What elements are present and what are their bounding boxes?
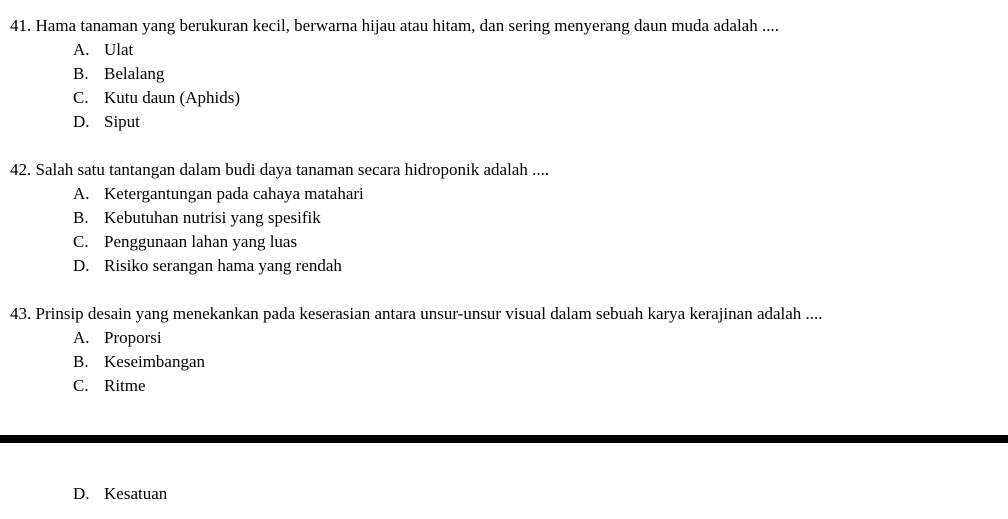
option-text: Ketergantungan pada cahaya matahari xyxy=(104,184,364,203)
option-d xyxy=(10,254,1000,278)
option-letter: C. xyxy=(73,376,89,395)
option-letter: A. xyxy=(73,328,90,347)
option-letter: D. xyxy=(73,112,90,131)
option-b xyxy=(10,350,1000,374)
question-number: 42. xyxy=(10,160,32,179)
question-41 xyxy=(10,14,1000,134)
option-text: Risiko serangan hama yang rendah xyxy=(104,256,342,275)
option-text: Penggunaan lahan yang luas xyxy=(104,232,298,251)
option-text: Siput xyxy=(104,112,140,131)
option-text: Kutu daun (Aphids) xyxy=(104,88,240,107)
question-stem xyxy=(10,302,1000,326)
option-text: Ulat xyxy=(104,40,134,59)
option-b xyxy=(10,206,1000,230)
question-text: Prinsip desain yang menekankan pada keserasian antara unsur-unsur visual dalam sebuah karya kerajinan adalah .... xyxy=(35,304,823,323)
question-stem xyxy=(10,158,1000,182)
option-letter: B. xyxy=(73,352,89,371)
option-c xyxy=(10,230,1000,254)
option-letter: D. xyxy=(73,256,90,275)
option-letter: C. xyxy=(73,88,89,107)
option-letter: C. xyxy=(73,232,89,251)
question-number: 41. xyxy=(10,16,32,35)
question-stem xyxy=(10,14,1000,38)
option-a xyxy=(10,38,1000,62)
question-text: Salah satu tantangan dalam budi daya tanaman secara hidroponik adalah .... xyxy=(35,160,550,179)
option-text: Kesatuan xyxy=(104,484,168,503)
option-c xyxy=(10,374,1000,398)
option-letter: B. xyxy=(73,208,89,227)
option-d xyxy=(10,110,1000,134)
option-text: Kebutuhan nutrisi yang spesifik xyxy=(104,208,321,227)
option-letter: D. xyxy=(73,484,90,503)
page-break-divider xyxy=(0,435,1008,443)
option-text: Belalang xyxy=(104,64,165,83)
option-b xyxy=(10,62,1000,86)
option-text: Proporsi xyxy=(104,328,162,347)
question-43-continued xyxy=(10,482,167,506)
question-42 xyxy=(10,158,1000,278)
option-a xyxy=(10,182,1000,206)
question-43 xyxy=(10,302,1000,398)
option-letter: B. xyxy=(73,64,89,83)
option-letter: A. xyxy=(73,40,90,59)
option-c xyxy=(10,86,1000,110)
option-a xyxy=(10,326,1000,350)
option-text: Keseimbangan xyxy=(104,352,206,371)
question-number: 43. xyxy=(10,304,32,323)
option-text: Ritme xyxy=(104,376,146,395)
option-d xyxy=(10,482,167,506)
option-letter: A. xyxy=(73,184,90,203)
question-text: Hama tanaman yang berukuran kecil, berwarna hijau atau hitam, dan sering menyerang daun muda adalah .... xyxy=(35,16,779,35)
